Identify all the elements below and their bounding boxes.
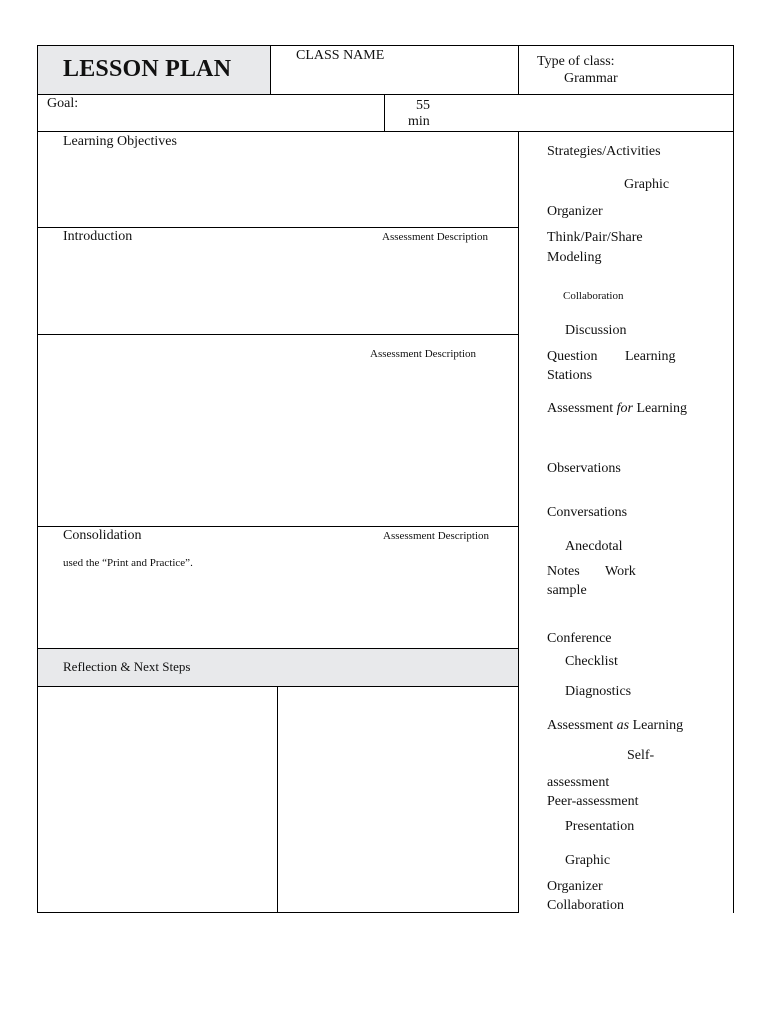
observations: Observations (547, 461, 621, 476)
notes: Notes (547, 564, 580, 579)
left-border (37, 45, 38, 913)
self-assessment-a: Self- (627, 748, 655, 763)
collaboration-2: Collaboration (547, 898, 624, 913)
afl-prefix: Assessment (547, 401, 617, 416)
type-of-class-value: Grammar (564, 71, 618, 86)
work: Work (605, 564, 636, 579)
reflection-divider (277, 686, 278, 913)
title-divider (270, 45, 271, 95)
discussion: Discussion (565, 323, 627, 338)
learning: Learning (625, 349, 676, 364)
graphic-organizer-2-b: Organizer (547, 879, 603, 894)
introduction-heading: Introduction (63, 229, 133, 244)
page-title: LESSON PLAN (63, 56, 232, 82)
question: Question (547, 349, 598, 364)
right-border (733, 45, 734, 913)
strategies-heading: Strategies/Activities (547, 144, 661, 159)
aal-suffix: Learning (629, 718, 684, 733)
consolidation-heading: Consolidation (63, 528, 142, 543)
middle-assessment-label: Assessment Description (370, 348, 477, 360)
consolidation-bottom-border (37, 648, 519, 649)
class-name-label: CLASS NAME (296, 48, 385, 63)
checklist: Checklist (565, 654, 618, 669)
graphic-organizer-2-a: Graphic (565, 853, 611, 868)
consolidation-note: used the “Print and Practice”. (63, 557, 193, 569)
anecdotal: Anecdotal (565, 539, 623, 554)
sample: sample (547, 583, 587, 598)
top-border (37, 45, 734, 46)
assessment-as-learning (547, 717, 683, 734)
modeling: Modeling (547, 250, 602, 265)
afl-italic: for (616, 401, 633, 416)
aal-italic: as (616, 718, 630, 733)
stations: Stations (547, 368, 593, 383)
duration-unit: min (408, 114, 430, 129)
reflection-bar-bottom-border (37, 686, 519, 687)
goal-divider (384, 94, 385, 132)
learning-objectives-heading: Learning Objectives (63, 134, 177, 149)
think-pair-share: Think/Pair/Share (547, 230, 643, 245)
introduction-bottom-border (37, 334, 519, 335)
header-bottom-border (37, 94, 734, 95)
aal-prefix: Assessment (547, 718, 617, 733)
assessment-for-learning (547, 400, 687, 417)
afl-suffix: Learning (632, 401, 687, 416)
sidebar-divider (518, 131, 519, 913)
self-assessment-b: assessment (547, 775, 610, 790)
diagnostics: Diagnostics (565, 684, 632, 699)
consolidation-assessment-label: Assessment Description (383, 530, 490, 542)
bottom-border (37, 912, 519, 913)
goal-label: Goal: (47, 96, 79, 111)
collaboration-1: Collaboration (563, 290, 624, 302)
header-right-divider (518, 45, 519, 95)
conversations: Conversations (547, 505, 628, 520)
graphic-organizer-1-a: Graphic (624, 177, 670, 192)
duration-value: 55 (416, 98, 430, 113)
type-of-class-label: Type of class: (537, 54, 615, 69)
peer-assessment: Peer-assessment (547, 794, 639, 809)
introduction-assessment-label: Assessment Description (382, 231, 489, 243)
goal-row-bottom-border (37, 131, 734, 132)
presentation: Presentation (565, 819, 635, 834)
graphic-organizer-1-b: Organizer (547, 204, 603, 219)
reflection-heading: Reflection & Next Steps (63, 659, 191, 674)
conference: Conference (547, 631, 612, 646)
